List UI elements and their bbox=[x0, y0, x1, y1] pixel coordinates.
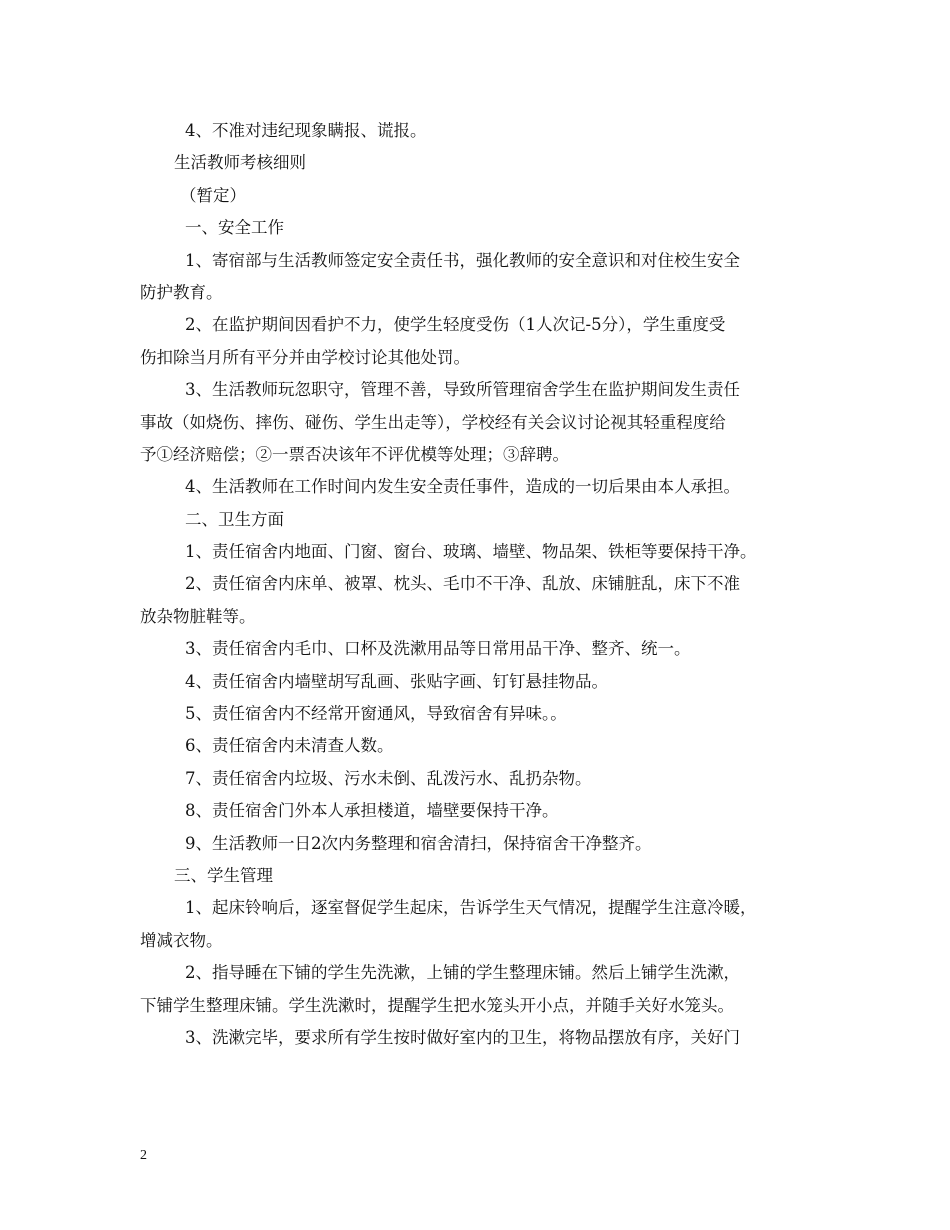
paragraph-line: 1、责任宿舍内地面、门窗、窗台、玻璃、墙壁、物品架、铁柜等要保持干净。 bbox=[185, 542, 757, 562]
paragraph-line: 3、生活教师玩忽职守，管理不善，导致所管理宿舍学生在监护期间发生责任 bbox=[185, 380, 740, 400]
paragraph-line: 4、责任宿舍内墙壁胡写乱画、张贴字画、钉钉悬挂物品。 bbox=[185, 671, 608, 691]
paragraph-line: 予①经济赔偿；②一票否决该年不评优模等处理；③辞聘。 bbox=[140, 444, 569, 464]
paragraph-line: 8、责任宿舍门外本人承担楼道，墙壁要保持干净。 bbox=[185, 801, 559, 821]
paragraph-line: 2、指导睡在下铺的学生先洗漱，上铺的学生整理床铺。然后上铺学生洗漱， bbox=[185, 963, 740, 983]
paragraph-line: 伤扣除当月所有平分并由学校讨论其他处罚。 bbox=[140, 347, 470, 367]
paragraph-line: 4、不准对违纪现象瞒报、谎报。 bbox=[185, 121, 427, 140]
paragraph-line: 放杂物脏鞋等。 bbox=[140, 606, 256, 626]
paragraph-line: 2、责任宿舍内床单、被罩、枕头、毛巾不干净、乱放、床铺脏乱，床下不准 bbox=[185, 574, 740, 594]
paragraph-line: 9、生活教师一日2次内务整理和宿舍清扫，保持宿舍干净整齐。 bbox=[185, 833, 652, 853]
paragraph-line: 6、责任宿舍内未清查人数。 bbox=[185, 736, 394, 756]
paragraph-line: 防护教育。 bbox=[140, 282, 223, 302]
paragraph-line: 下铺学生整理床铺。学生洗漱时，提醒学生把水笼头开小点，并随手关好水笼头。 bbox=[140, 995, 734, 1015]
paragraph-line: 4、生活教师在工作时间内发生安全责任事件，造成的一切后果由本人承担。 bbox=[185, 477, 740, 497]
document-body bbox=[140, 115, 830, 1054]
section-heading-student-management: 三、学生管理 bbox=[174, 865, 273, 885]
page-number: 2 bbox=[140, 1148, 147, 1163]
paragraph-line: 1、寄宿部与生活教师签定安全责任书，强化教师的安全意识和对住校生安全 bbox=[185, 250, 740, 270]
section-heading-safety: 一、安全工作 bbox=[185, 218, 284, 238]
paragraph-line: 7、责任宿舍内垃圾、污水未倒、乱泼污水、乱扔杂物。 bbox=[185, 768, 592, 788]
document-title: 生活教师考核细则 bbox=[174, 153, 306, 173]
paragraph-line: 1、起床铃响后，逐室督促学生起床，告诉学生天气情况，提醒学生注意冷暖， bbox=[185, 898, 757, 918]
paragraph-line: 5、责任宿舍内不经常开窗通风，导致宿舍有异味。。 bbox=[185, 704, 567, 724]
paragraph-line: 3、责任宿舍内毛巾、口杯及洗漱用品等日常用品干净、整齐、统一。 bbox=[185, 639, 691, 659]
document-subtitle: （暂定） bbox=[180, 185, 246, 205]
paragraph-line: 3、洗漱完毕，要求所有学生按时做好室内的卫生，将物品摆放有序，关好门 bbox=[185, 1027, 740, 1047]
paragraph-line: 事故（如烧伤、摔伤、碰伤、学生出走等），学校经有关会议讨论视其轻重程度给 bbox=[140, 412, 726, 432]
paragraph-line: 增减衣物。 bbox=[140, 930, 223, 950]
paragraph-line: 2、在监护期间因看护不力，使学生轻度受伤（1人次记-5分），学生重度受 bbox=[185, 315, 726, 335]
section-heading-hygiene: 二、卫生方面 bbox=[185, 509, 284, 529]
